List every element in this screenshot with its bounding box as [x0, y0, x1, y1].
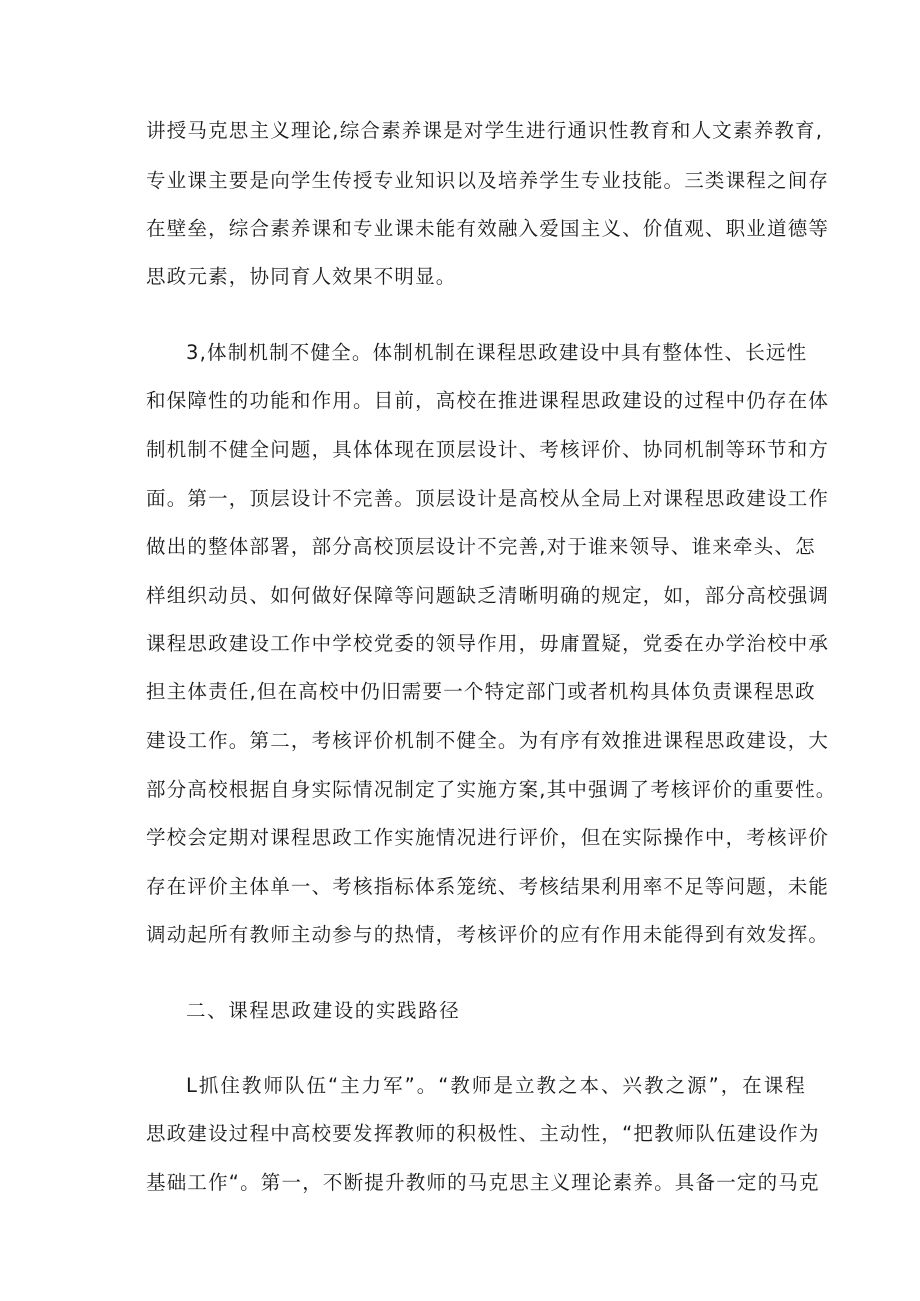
text-line: 思政建设过程中高校要发挥教师的积极性、主动性，“把教师队伍建设作为 — [146, 1122, 820, 1145]
text-line: 部分高校根据自身实际情况制定了实施方案,其中强调了考核评价的重要性。 — [146, 778, 837, 801]
text-line: 面。第一，顶层设计不完善。顶层设计是高校从全局上对课程思政建设工作 — [146, 487, 830, 510]
text-line: 学校会定期对课程思政工作实施情况进行评价，但在实际操作中，考核评价 — [146, 826, 830, 849]
text-line: L抓住教师队伍“主力军”。“教师是立教之本、兴教之源”，在课程 — [186, 1074, 806, 1097]
text-line: 存在评价主体单一、考核指标体系笼统、考核结果利用率不足等问题，未能 — [146, 875, 830, 898]
text-line: 建设工作。第二，考核评价机制不健全。为有序有效推进课程思政建设，大 — [146, 729, 830, 752]
text-line: 调动起所有教师主动参与的热情，考核评价的应有作用未能得到有效发挥。 — [146, 923, 830, 946]
text-line: 在壁垒，综合素养课和专业课未能有效融入爱国主义、价值观、职业道德等 — [146, 217, 830, 240]
text-line: 专业课主要是向学生传授专业知识以及培养学生专业技能。三类课程之间存 — [146, 169, 830, 192]
text-line: 3,体制机制不健全。体制机制在课程思政建设中具有整体性、长远性 — [186, 341, 808, 364]
text-line: 和保障性的功能和作用。目前，高校在推进课程思政建设的过程中仍存在体 — [146, 389, 830, 412]
text-line: 制机制不健全问题，具体体现在顶层设计、考核评价、协同机制等环节和方 — [146, 438, 830, 461]
text-line: 做出的整体部署，部分高校顶层设计不完善,对于谁来领导、谁来牵头、怎 — [146, 535, 816, 558]
text-line: 讲授马克思主义理论,综合素养课是对学生进行通识性教育和人文素养教育, — [146, 119, 824, 142]
text-line: 思政元素，协同育人效果不明显。 — [146, 265, 457, 288]
text-line: 担主体责任,但在高校中仍旧需要一个特定部门或者机构具体负责课程思政 — [146, 680, 816, 703]
text-line: 课程思政建设工作中学校党委的领导作用，毋庸置疑，党委在办学治校中承 — [146, 632, 830, 655]
text-line: 样组织动员、如何做好保障等问题缺乏清晰明确的规定，如，部分高校强调 — [146, 584, 830, 607]
text-line: 基础工作“。第一，不断提升教师的马克思主义理论素养。具备一定的马克 — [146, 1171, 820, 1194]
section-heading: 二、课程思政建设的实践路径 — [186, 999, 461, 1022]
